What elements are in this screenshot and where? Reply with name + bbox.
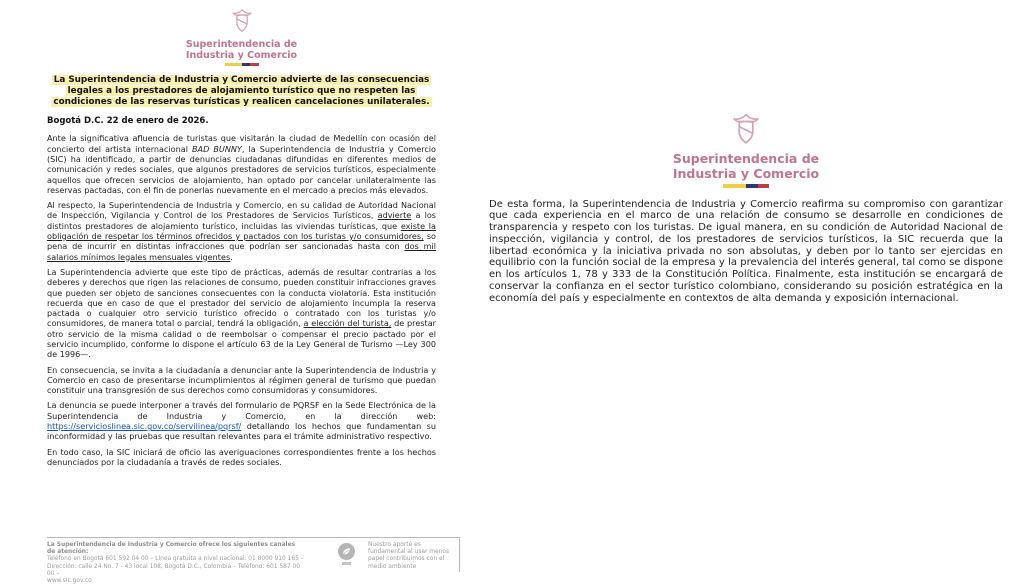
paragraph-1: Ante la significativa afluencia de turistas que visitarán la ciudad de Medellín con ocasión del concierto del artista internacional BAD BUNNY, la Superintendencia de Industria y Comercio (SIC) ha identificado, a partir de denuncias ciudadanas difundidas en diferentes medios de comunicación y redes sociales, que algunos prestadores de servicios turísticos, especialmente aquellos que ofrecen servicios de alojamiento, han optado por cancelar unilateralmente las reservas pactadas, con el fin de ponerlas nuevamente en el mercado a precios más elevados.	[47, 133, 436, 195]
paragraph-2: Al respecto, la Superintendencia de Industria y Comercio, en su calidad de Autoridad Nacional de Inspección, Vigilancia y Control de los Prestadores de Servicios Turísticos, advierte a los distintos prestadores de alojamiento turístico, incluidas las viviendas turísticas, que existe la obligación de respetar los términos ofrecidos y pactados con los turistas y/o consumidores, so pena de incurrir en distintas infracciones que podrían ser sancionadas hasta con dos mil salarios mínimos legales mensuales vigentes.	[47, 200, 437, 262]
footer-line: Dirección: calle 24 No. 7 - 43 local 108, Bogotá D.C., Colombia – Teléfono: 601 587 00 00 –	[47, 563, 300, 577]
eco-badge	[331, 542, 361, 565]
footer-line: Teléfono en Bogotá 601 592 04 00 – Línea gratuita a nivel nacional: 01 8000 910 165 –	[47, 556, 304, 563]
colombia-flag-bar-icon	[225, 63, 259, 66]
page-footer	[47, 537, 460, 585]
logo-text: Superintendencia de Industria y Comercio	[672, 151, 820, 181]
eco-badge-base	[342, 562, 351, 565]
body-text-left	[47, 133, 436, 467]
footer-contact-info	[47, 542, 305, 585]
press-release-headline: La Superintendencia de Industria y Comercio advierte de las consecuencias legales a los prestadores de alojamiento turístico que no respeten las condiciones de las reservas turísticas y realicen cancelaciones unilaterales.	[53, 75, 430, 108]
page-right	[489, 112, 1003, 315]
sic-crest-icon	[229, 20, 255, 39]
eco-note-text: Nuestro aporte es fundamental al usar menos papel contribuimos con el medio ambiente	[368, 542, 450, 570]
footer-divider	[459, 538, 460, 572]
paragraph-4: En consecuencia, se invita a la ciudadanía a denunciar ante la Superintendencia de Industria y Comercio en caso de presentarse incumplimientos al régimen general de turismo que puedan constituir una transgresión de sus derechos como consumidoras y consumidores.	[47, 364, 436, 396]
sic-logo-large	[489, 112, 1003, 188]
sic-crest-icon	[729, 133, 763, 152]
leaf-icon	[338, 543, 355, 560]
pqrsf-link[interactable]: https://servicioslinea.sic.gov.co/servilinea/pqrsf/	[47, 421, 242, 432]
page-left	[47, 8, 436, 472]
logo-text: Superintendencia de Industria y Comercio	[185, 39, 298, 62]
closing-paragraph: De esta forma, la Superintendencia de Industria y Comercio reafirma su compromiso con garantizar que cada experiencia en el marco de una relación de consumo se desarrolle en condiciones de transparencia y respeto con los turistas. De igual manera, en su condición de Autoridad Nacional de inspección, vigilancia y control, de los prestadores de servicios turísticos, la SIC recuerda que la libertad económica y la iniciativa privada no son absolutas, y deben por lo tanto ser ejercidas en equilibrio con la función social de la empresa y la prevalencia del interés general, tal como se dispone en los artículos 1, 78 y 333 de la Constitución Política. Finalmente, esta institución se encargará de conservar la confianza en el sector turístico colombiano, considerando su posición estratégica en la economía del país y especialmente en contextos de alta demanda y exposición internacional.	[489, 198, 1003, 304]
sic-logo	[47, 8, 436, 66]
paragraph-5: La denuncia se puede interponer a través del formulario de PQRSF en la Sede Electrónica de la Superintendencia de Industria y Comercio, en la dirección web: https://servicioslinea.sic.gov.co/servilinea/pqrsf/ detallando los hechos que fundamentan su inconformidad y las pruebas que resultan relevantes para el trámite administrativo respectivo.	[47, 400, 436, 442]
paragraph-3: La Superintendencia advierte que este tipo de prácticas, además de resultar contrarias a los deberes y derechos que rigen las relaciones de consumo, pueden constituir infracciones graves que pueden ser objeto de sanciones consecuentes con la conducta violatoria. Esta institución recuerda que en caso de que el prestador del servicio de alojamiento incumpla la reserva pactada o cualquier otro servicio turístico ofrecido o contratado con los turistas y/o consumidores, de manera total o parcial, tendrá la obligación, a elección del turista, de prestar otro servicio de la misma calidad o de reembolsar o compensar el precio pactado por el servicio incumplido, conforme lo dispone el artículo 63 de la Ley General de Turismo —Ley 300 de 1996—.	[47, 266, 436, 360]
colombia-flag-bar-icon	[723, 184, 769, 188]
footer-website: www.sic.gov.co	[47, 578, 92, 585]
footer-line: La Superintendencia de Industria y Comercio ofrece los siguientes canales de atención:	[47, 542, 296, 556]
footer-eco-note	[331, 542, 452, 571]
paragraph-6: En todo caso, la SIC iniciará de oficio las averiguaciones correspondientes frente a los hechos denunciados por la ciudadanía a través de redes sociales.	[47, 446, 436, 467]
dateline: Bogotá D.C. 22 de enero de 2026.	[47, 116, 209, 127]
